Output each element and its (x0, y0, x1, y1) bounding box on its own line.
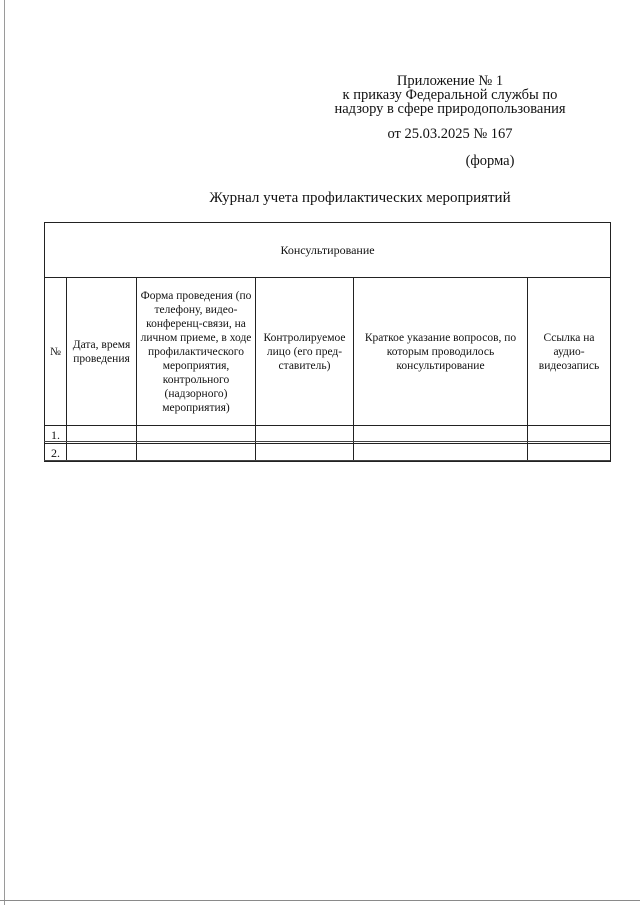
document-title: Журнал учета профилактических мероприятий (209, 190, 511, 206)
scan-edge-bottom (0, 900, 640, 901)
cell-form (137, 444, 256, 462)
order-date: от 25.03.2025 № 167 (387, 126, 513, 142)
row-number: 1. (45, 426, 67, 444)
column-header-recording-link: Ссылка на аудио-видеозапись (528, 278, 611, 426)
column-header-datetime: Дата, время проведения (67, 278, 137, 426)
section-row (45, 223, 611, 278)
appendix-line-1: Приложение № 1 (396, 73, 504, 89)
cell-recording-link (528, 444, 611, 462)
column-header-controlled-person: Контролируемое лицо (его пред-ставитель) (256, 278, 354, 426)
cell-questions (354, 444, 528, 462)
cell-datetime (67, 444, 137, 462)
scan-edge-left (4, 0, 5, 905)
column-header-questions: Краткое указание вопросов, по которым проводилось консультирование (354, 278, 528, 426)
row-number: 2. (45, 444, 67, 462)
table-row (45, 444, 611, 462)
row-divider-line (44, 441, 610, 442)
appendix-line-2: к приказу Федеральной службы по (342, 87, 558, 103)
journal-table (44, 222, 611, 462)
column-header-number: № (45, 278, 67, 426)
cell-controlled-person (256, 444, 354, 462)
form-label: (форма) (465, 153, 515, 169)
appendix-header (300, 74, 600, 116)
appendix-line-3: надзору в сфере природопользования (334, 101, 566, 117)
column-header-form: Форма проведения (по телефону, видео-конференц-связи, на личном приеме, в ходе профилактического мероприятия, контрольного (надзорного) мероприятия) (137, 278, 256, 426)
row-divider-line (44, 460, 610, 461)
header-row (45, 278, 611, 426)
section-title: Консультирование (45, 223, 611, 278)
